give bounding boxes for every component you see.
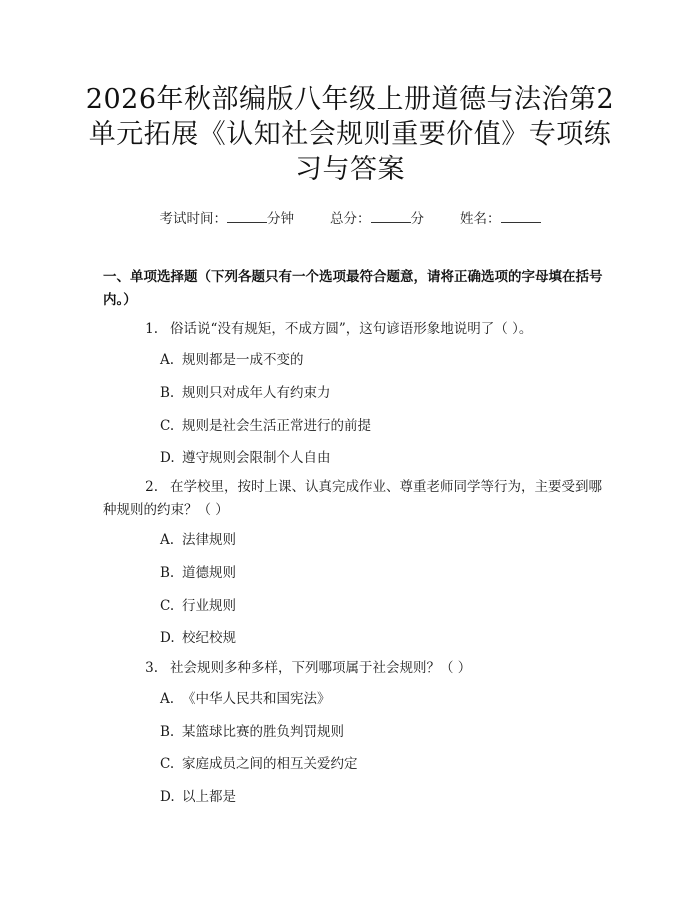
option-letter: A. — [160, 352, 175, 368]
title-line-3: 习与答案 — [295, 154, 405, 185]
name-blank[interactable] — [501, 210, 541, 223]
question-1-option-b — [160, 383, 600, 403]
score-blank[interactable] — [371, 210, 411, 223]
option-letter: C. — [160, 598, 175, 614]
question-2-option-d — [160, 628, 600, 648]
question-3-option-c — [160, 754, 600, 774]
question-stem: 俗话说“没有规矩，不成方圆”，这句谚语形象地说明了（ ）。 — [170, 321, 533, 337]
option-letter: D. — [160, 789, 175, 805]
question-number: 3. — [145, 660, 158, 676]
question-2-option-c — [160, 596, 600, 616]
question-3-option-a — [160, 689, 600, 709]
option-text: 行业规则 — [182, 598, 236, 614]
option-letter: A. — [160, 691, 175, 707]
time-blank[interactable] — [227, 210, 267, 223]
option-text: 法律规则 — [182, 532, 236, 548]
question-2-option-a — [160, 530, 600, 550]
option-text: 道德规则 — [182, 565, 236, 581]
question-number: 2. — [145, 479, 158, 495]
name-label: 姓名： — [460, 211, 501, 227]
document-title — [60, 82, 640, 187]
question-2-option-b — [160, 563, 600, 583]
option-letter: C. — [160, 756, 175, 772]
question-2 — [103, 476, 603, 522]
title-line-2: 单元拓展《认知社会规则重要价值》专项练 — [88, 119, 612, 150]
option-text: 校纪校规 — [182, 630, 236, 646]
score-label: 总分： — [330, 211, 371, 227]
option-letter: D. — [160, 630, 175, 646]
option-letter: A. — [160, 532, 175, 548]
question-3-option-b — [160, 722, 600, 742]
option-text: 某篮球比赛的胜负判罚规则 — [182, 724, 344, 740]
question-1-option-a — [160, 350, 600, 370]
question-3 — [103, 657, 603, 680]
option-text: 以上都是 — [182, 789, 236, 805]
option-letter: B. — [160, 565, 175, 581]
option-letter: B. — [160, 724, 175, 740]
option-text: 规则都是一成不变的 — [182, 352, 304, 368]
exam-info — [0, 207, 700, 227]
option-letter: B. — [160, 385, 175, 401]
option-letter: C. — [160, 418, 175, 434]
option-text: 《中华人民共和国宪法》 — [182, 691, 331, 707]
question-stem: 社会规则多种多样，下列哪项属于社会规则？（ ） — [170, 660, 472, 676]
question-stem: 在学校里，按时上课、认真完成作业、尊重老师同学等行为，主要受到哪种规则的约束？（ ） — [103, 479, 602, 518]
question-1-option-d — [160, 448, 600, 468]
option-text: 家庭成员之间的相互关爱约定 — [182, 756, 358, 772]
section-title: 一、单项选择题（下列各题只有一个选项最符合题意，请将正确选项的字母填在括号内。） — [103, 269, 603, 308]
option-letter: D. — [160, 450, 175, 466]
title-line-1: 2026年秋部编版八年级上册道德与法治第2 — [85, 84, 615, 115]
time-unit: 分钟 — [267, 211, 294, 227]
option-text: 规则只对成年人有约束力 — [182, 385, 331, 401]
question-1 — [103, 318, 603, 341]
question-1-option-c — [160, 416, 600, 436]
option-text: 遵守规则会限制个人自由 — [182, 450, 331, 466]
score-unit: 分 — [410, 211, 424, 227]
option-text: 规则是社会生活正常进行的前提 — [182, 418, 371, 434]
question-number: 1. — [145, 321, 158, 337]
time-label: 考试时间： — [159, 211, 227, 227]
question-3-option-d — [160, 787, 600, 807]
